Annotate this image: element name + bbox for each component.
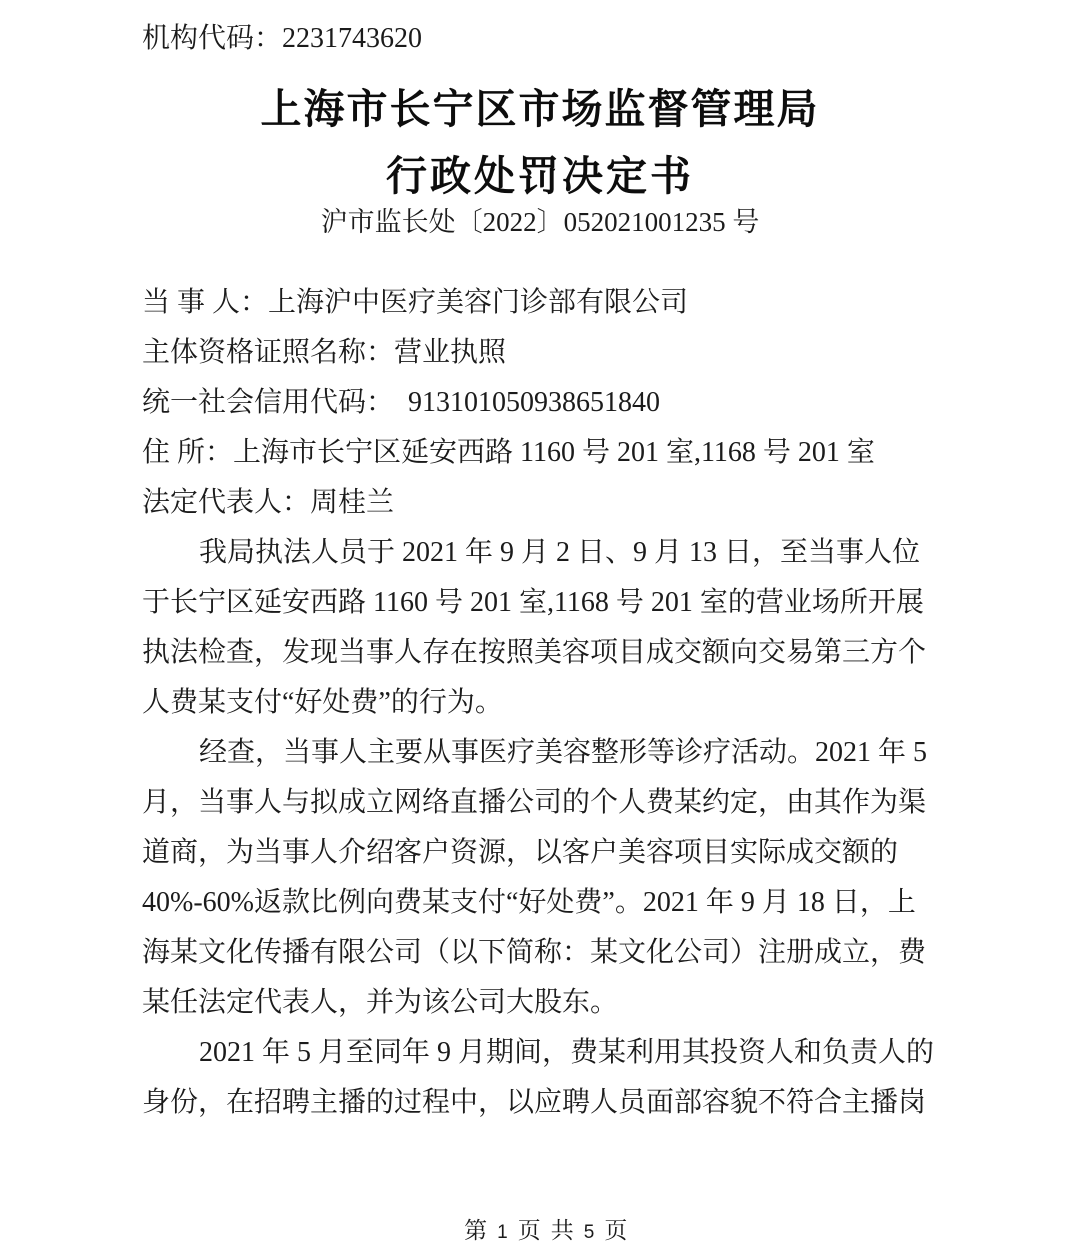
paragraph-line: 2021 年 5 月至同年 9 月期间，费某利用其投资人和负责人的 <box>199 1037 935 1068</box>
footer-page-number: 1 <box>497 1222 508 1243</box>
document-number: 沪市监长处〔2022〕052021001235 号 <box>320 207 760 237</box>
license-type-field: 主体资格证照名称：营业执照 <box>142 337 507 368</box>
legal-representative-field: 法定代表人：周桂兰 <box>142 487 395 518</box>
paragraph-line: 我局执法人员于 2021 年 9 月 2 日、9 月 13 日，至当事人位 <box>199 537 921 568</box>
paragraph-line: 道商，为当事人介绍客户资源，以客户美容项目实际成交额的 <box>142 837 899 868</box>
party-name-field: 当 事 人：上海沪中医疗美容门诊部有限公司 <box>142 287 689 318</box>
document-body <box>142 278 948 1128</box>
footer-text: 页 <box>517 1218 541 1243</box>
paragraph-line: 某任法定代表人，并为该公司大股东。 <box>142 987 619 1018</box>
footer-text: 页 <box>604 1218 628 1243</box>
footer-total-pages: 5 <box>583 1222 595 1243</box>
paragraph-line: 经查，当事人主要从事医疗美容整形等诊疗活动。2021 年 5 <box>199 737 928 768</box>
paragraph-line: 月，当事人与拟成立网络直播公司的个人费某约定，由其作为渠 <box>142 787 927 818</box>
document-title-line1: 上海市长宁区市场监督管理局 <box>260 86 820 132</box>
page-footer <box>0 1186 1080 1245</box>
paragraph-line: 人费某支付“好处费”的行为。 <box>142 687 503 718</box>
paragraph-line: 40%-60%返款比例向费某支付“好处费”。2021 年 9 月 18 日，上 <box>142 887 916 918</box>
org-code: 机构代码：2231743620 <box>142 23 423 54</box>
address-field: 住 所：上海市长宁区延安西路 1160 号 201 室,1168 号 201 室 <box>142 437 875 468</box>
paragraph-line: 于长宁区延安西路 1160 号 201 室,1168 号 201 室的营业场所开展 <box>142 587 924 618</box>
paragraph-line: 海某文化传播有限公司（以下简称：某文化公司）注册成立，费 <box>142 937 927 968</box>
footer-text: 第 <box>464 1218 488 1243</box>
document-title-line2: 行政处罚决定书 <box>386 153 694 199</box>
paragraph-line: 执法检查，发现当事人存在按照美容项目成交额向交易第三方个 <box>142 637 927 668</box>
credit-code-field: 统一社会信用代码： 913101050938651840 <box>142 387 661 418</box>
paragraph-line: 身份，在招聘主播的过程中，以应聘人员面部容貌不符合主播岗 <box>142 1087 927 1118</box>
footer-text: 共 <box>550 1218 574 1243</box>
